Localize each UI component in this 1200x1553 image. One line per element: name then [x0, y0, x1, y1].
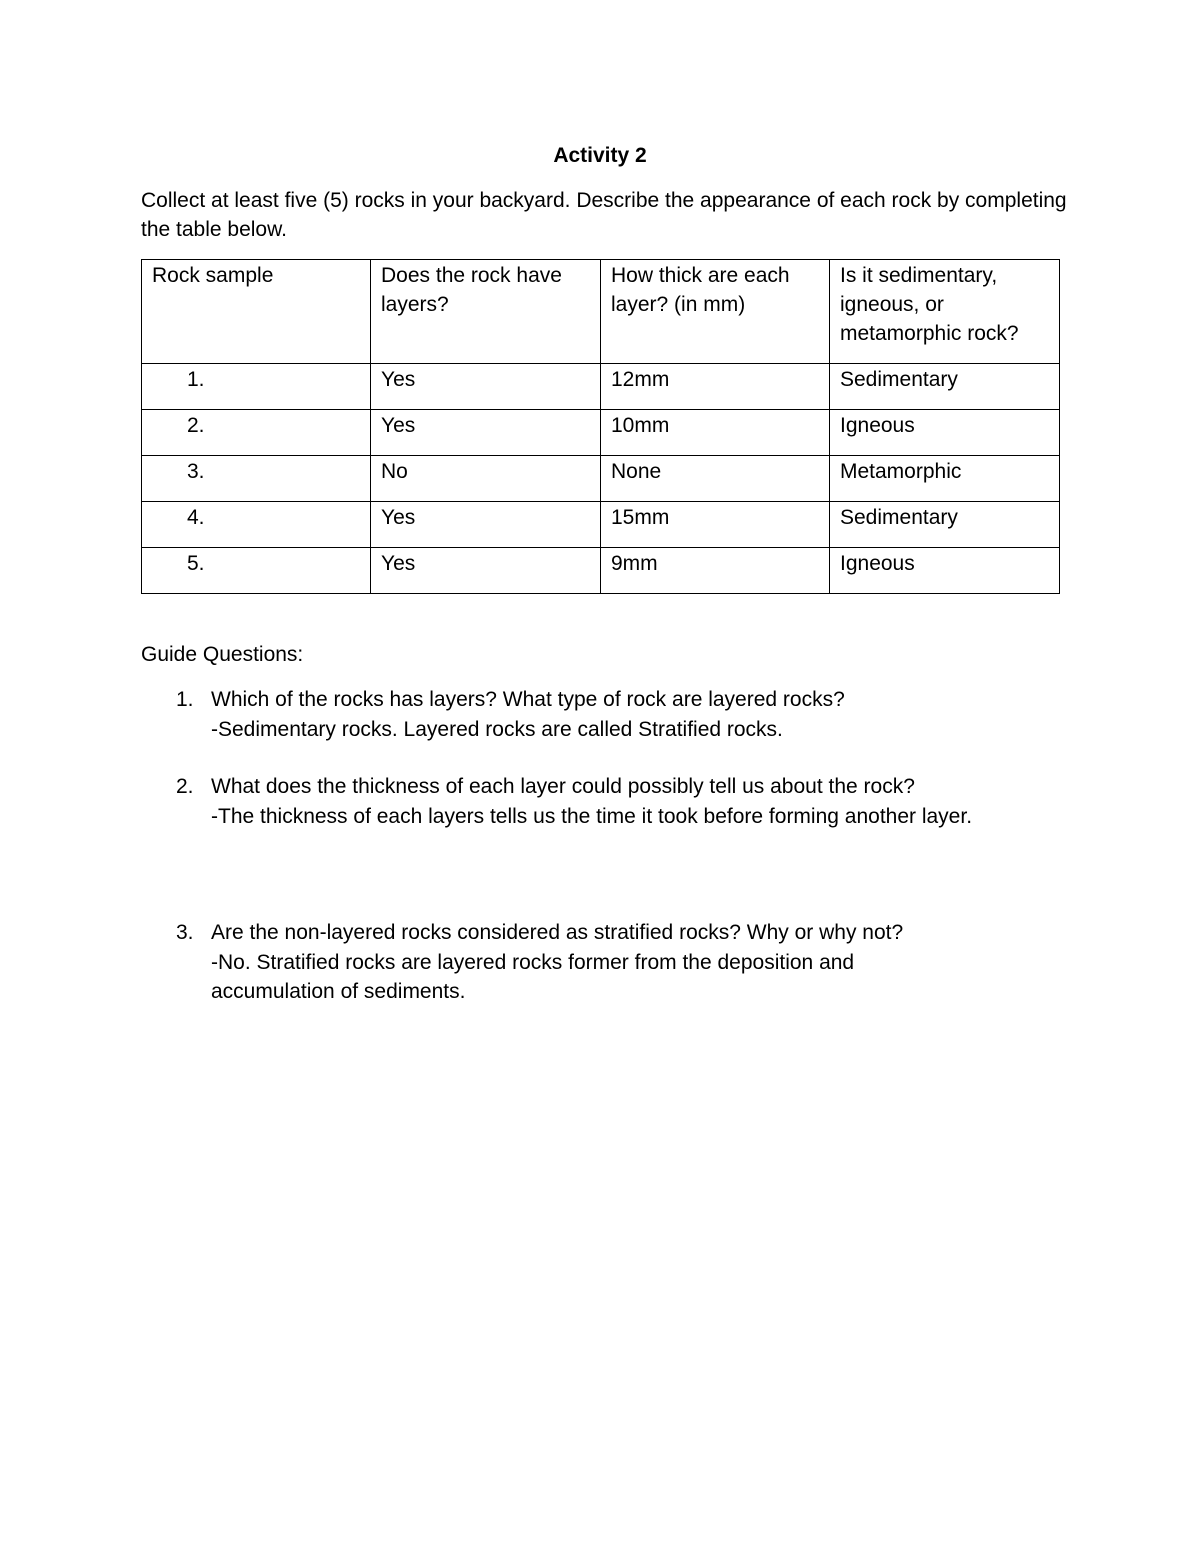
guide-question-item	[141, 918, 1061, 1007]
page-title: Activity 2	[553, 144, 647, 167]
cell-has-layers: Yes	[371, 502, 601, 548]
cell-layer-thickness: 12mm	[601, 364, 830, 410]
header-cell-layer-thickness: How thick are each layer? (in mm)	[601, 260, 830, 364]
cell-layer-thickness: 9mm	[601, 548, 830, 594]
table-row	[142, 502, 1060, 548]
cell-has-layers: No	[371, 456, 601, 502]
cell-layer-thickness: 15mm	[601, 502, 830, 548]
cell-rock-sample: 5.	[142, 548, 371, 594]
guide-question-item	[141, 685, 1061, 744]
header-cell-rock-sample: Rock sample	[142, 260, 371, 364]
guide-questions-heading: Guide Questions:	[141, 643, 304, 666]
table-row	[142, 456, 1060, 502]
intro-paragraph: Collect at least five (5) rocks in your backyard. Describe the appearance of each rock by completing the table below.	[141, 189, 1067, 241]
cell-rock-sample: 3.	[142, 456, 371, 502]
cell-rock-type: Sedimentary	[830, 364, 1060, 410]
header-cell-rock-type: Is it sedimentary, igneous, or metamorphic rock?	[830, 260, 1060, 364]
answer-text: -No. Stratified rocks are layered rocks former from the deposition and accumulation of sediments.	[211, 950, 855, 1003]
question-number: 1.	[176, 688, 194, 711]
cell-rock-type: Sedimentary	[830, 502, 1060, 548]
table-row	[142, 548, 1060, 594]
cell-rock-sample: 2.	[142, 410, 371, 456]
guide-question-item	[141, 772, 1061, 831]
answer-text: -Sedimentary rocks. Layered rocks are called Stratified rocks.	[211, 717, 783, 741]
cell-has-layers: Yes	[371, 364, 601, 410]
cell-rock-sample: 1.	[142, 364, 371, 410]
question-text: Which of the rocks has layers? What type of rock are layered rocks?	[211, 688, 845, 711]
cell-rock-type: Igneous	[830, 410, 1060, 456]
cell-rock-type: Igneous	[830, 548, 1060, 594]
table-row	[142, 364, 1060, 410]
question-number: 2.	[176, 775, 194, 798]
cell-has-layers: Yes	[371, 548, 601, 594]
answer-text: -The thickness of each layers tells us the time it took before forming another layer.	[211, 804, 973, 828]
cell-rock-type: Metamorphic	[830, 456, 1060, 502]
cell-has-layers: Yes	[371, 410, 601, 456]
cell-rock-sample: 4.	[142, 502, 371, 548]
cell-layer-thickness: None	[601, 456, 830, 502]
header-cell-has-layers: Does the rock have layers?	[371, 260, 601, 364]
table-row	[142, 410, 1060, 456]
cell-layer-thickness: 10mm	[601, 410, 830, 456]
question-text: What does the thickness of each layer could possibly tell us about the rock?	[211, 775, 915, 798]
rock-table	[141, 259, 1060, 594]
table-header-row	[142, 260, 1060, 364]
question-number: 3.	[176, 921, 194, 944]
question-text: Are the non-layered rocks considered as stratified rocks? Why or why not?	[211, 921, 904, 944]
